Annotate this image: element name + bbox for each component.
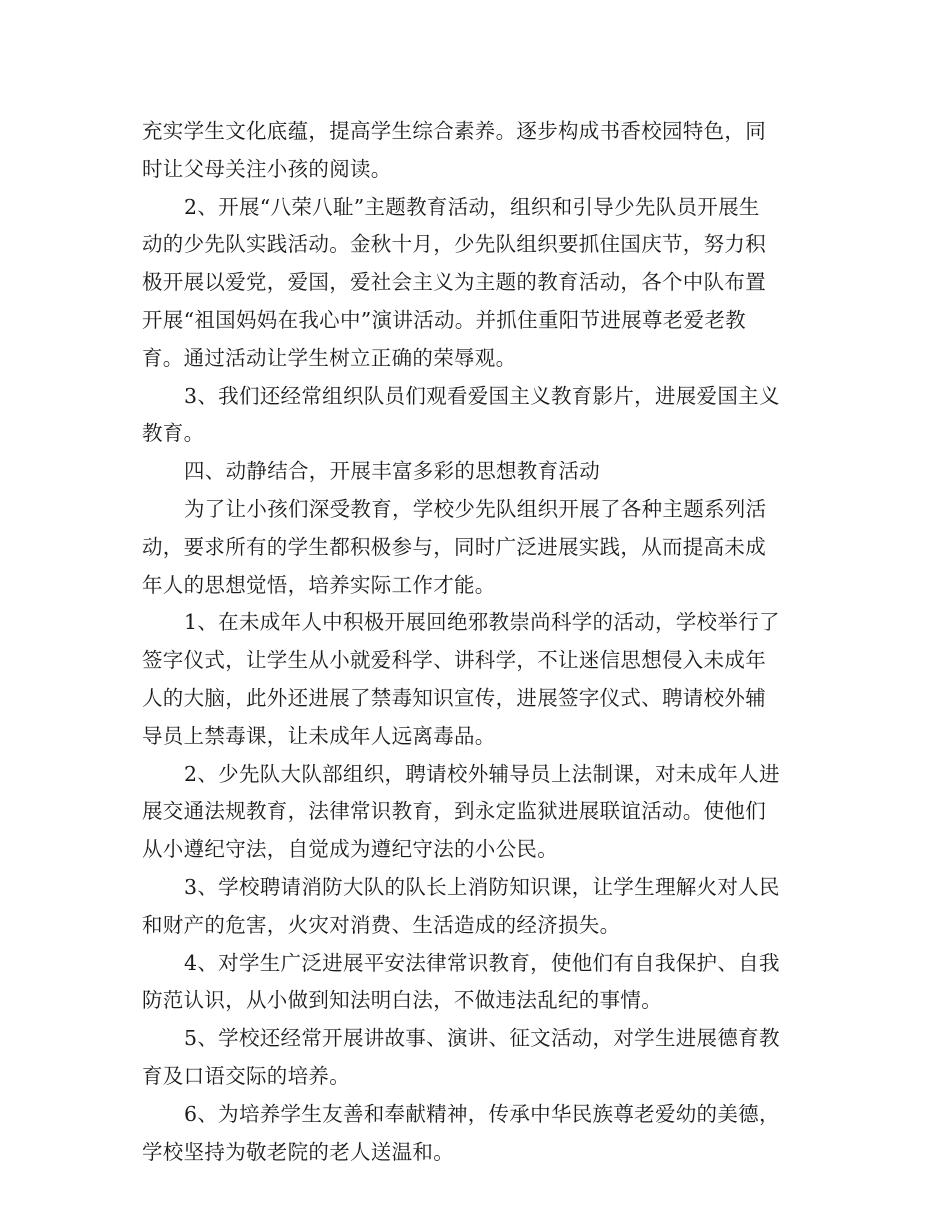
text-line: 时让父母关注小孩的阅读。: [142, 156, 392, 181]
text-line: 育及口语交际的培养。: [142, 1063, 350, 1088]
text-line: 从小遵纪守法，自觉成为遵纪守法的小公民。: [142, 837, 558, 862]
text-line: 签字仪式，让学生从小就爱科学、讲科学，不让迷信思想侵入未成年: [142, 648, 766, 673]
text-line: 3、学校聘请消防大队的队长上消防知识课，让学生理解火对人民: [184, 874, 780, 899]
text-line: 4、对学生广泛进展平安法律常识教育，使他们有自我保护、自我: [184, 950, 780, 975]
text-line: 年人的思想觉悟，培养实际工作才能。: [142, 572, 496, 597]
text-line: 为了让小孩们深受教育，学校少先队组织开展了各种主题系列活: [184, 496, 767, 521]
text-line: 和财产的危害，火灾对消费、生活造成的经济损失。: [142, 912, 621, 937]
text-line: 动，要求所有的学生都积极参与，同时广泛进展实践，从而提高未成: [142, 534, 766, 559]
text-line: 2、开展“八荣八耻”主题教育活动，组织和引导少先队员开展生: [184, 194, 760, 219]
text-line: 充实学生文化底蕴，提高学生综合素养。逐步构成书香校园特色，同: [142, 119, 766, 143]
text-line: 6、为培养学生友善和奉献精神，传承中华民族尊老爱幼的美德，: [184, 1101, 780, 1126]
text-line: 学校坚持为敬老院的老人送温和。: [142, 1139, 454, 1164]
text-line: 极开展以爱党，爱国，爱社会主义为主题的教育活动，各个中队布置: [142, 270, 766, 295]
document-body: [142, 113, 812, 1171]
text-line: 人的大脑，此外还进展了禁毒知识宣传，进展签字仪式、聘请校外辅: [142, 685, 766, 710]
text-line: 防范认识，从小做到知法明白法，不做违法乱纪的事情。: [142, 988, 662, 1013]
text-line: 导员上禁毒课，让未成年人远离毒品。: [142, 723, 496, 748]
text-line: 5、学校还经常开展讲故事、演讲、征文活动，对学生进展德育教: [184, 1026, 780, 1051]
text-line: 育。通过活动让学生树立正确的荣辱观。: [142, 345, 517, 370]
text-line: 教育。: [142, 421, 205, 446]
text-line: 动的少先队实践活动。金秋十月，少先队组织要抓住国庆节，努力积: [142, 232, 766, 257]
text-line: 四、动静结合，开展丰富多彩的思想教育活动: [184, 459, 600, 484]
text-line: 开展“祖国妈妈在我心中”演讲活动。并抓住重阳节进展尊老爱老教: [142, 307, 746, 332]
text-line: 2、少先队大队部组织，聘请校外辅导员上法制课，对未成年人进: [184, 761, 780, 786]
text-line: 展交通法规教育，法律常识教育，到永定监狱进展联谊活动。使他们: [142, 799, 766, 824]
text-line: 3、我们还经常组织队员们观看爱国主义教育影片，进展爱国主义: [184, 383, 780, 408]
text-line: 1、在未成年人中积极开展回绝邪教崇尚科学的活动，学校举行了: [184, 610, 780, 635]
